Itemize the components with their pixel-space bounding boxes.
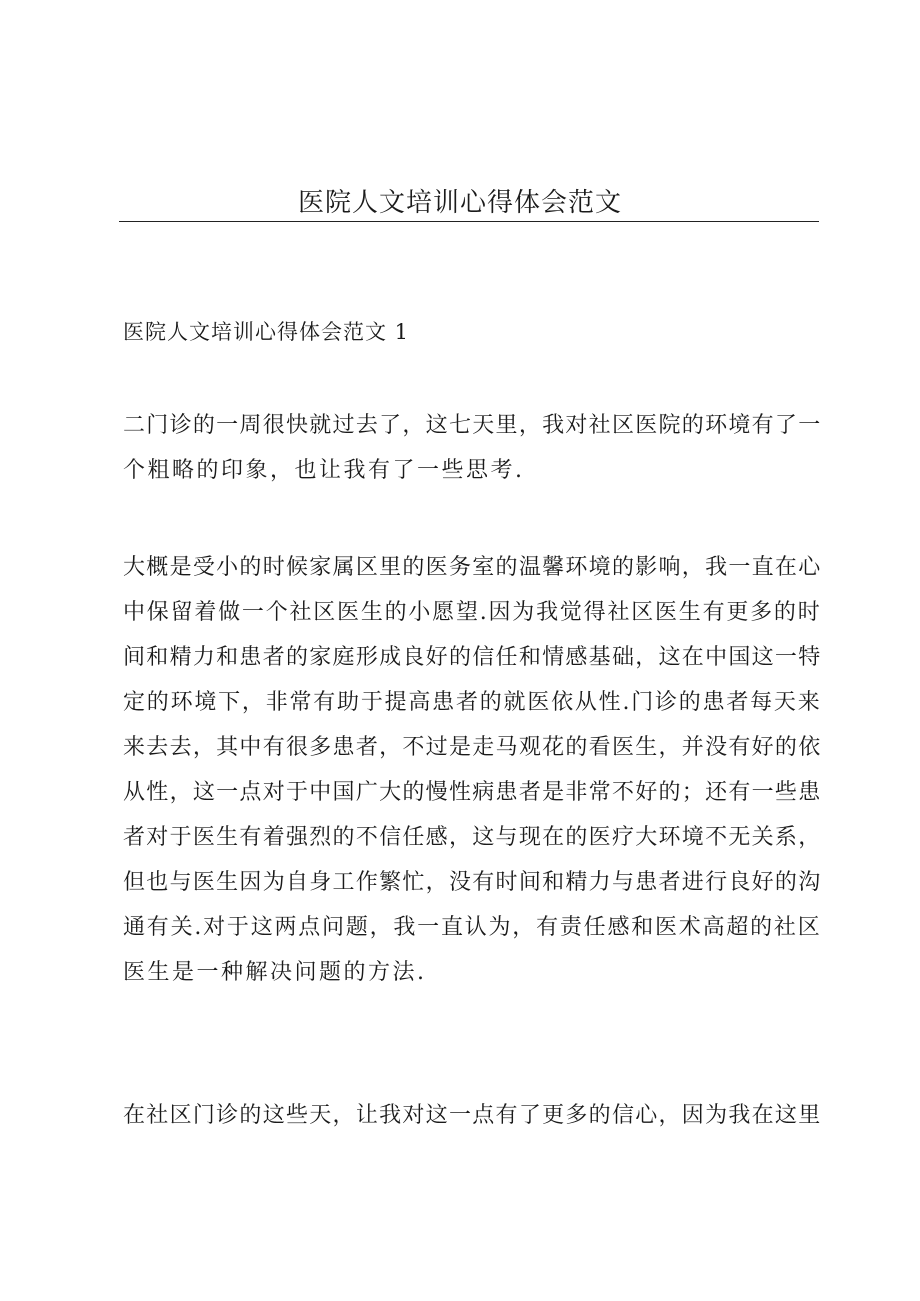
paragraph-line: 间和精力和患者的家庭形成良好的信任和情感基础，这在中国这一特 — [123, 645, 822, 670]
paragraph-line: 通有关.对于这两点问题，我一直认为，有责任感和医术高超的社区 — [123, 915, 822, 940]
document-title: 医院人文培训心得体会范文 — [297, 188, 622, 218]
paragraph-line: 从性，这一点对于中国广大的慢性病患者是非常不好的；还有一些患 — [123, 780, 822, 805]
paragraph-line: 二门诊的一周很快就过去了，这七天里，我对社区医院的环境有了一 — [123, 413, 822, 438]
paragraph-line: 个粗略的印象，也让我有了一些思考. — [123, 458, 525, 483]
paragraph-line: 者对于医生有着强烈的不信任感，这与现在的医疗大环境不无关系， — [123, 825, 822, 850]
title-underline — [119, 221, 819, 222]
paragraph-line: 中保留着做一个社区医生的小愿望.因为我觉得社区医生有更多的时 — [123, 600, 822, 625]
paragraph-line: 但也与医生因为自身工作繁忙，没有时间和精力与患者进行良好的沟 — [123, 870, 822, 895]
paragraph-3 — [123, 1093, 823, 1138]
paragraph-line: 大概是受小的时候家属区里的医务室的温馨环境的影响，我一直在心 — [123, 555, 822, 580]
paragraph-2 — [123, 545, 823, 995]
paragraph-line: 来去去，其中有很多患者，不过是走马观花的看医生，并没有好的依 — [123, 735, 822, 760]
paragraph-line: 定的环境下，非常有助于提高患者的就医依从性.门诊的患者每天来 — [123, 690, 822, 715]
section-heading: 医院人文培训心得体会范文 1 — [123, 320, 410, 344]
paragraph-1 — [123, 403, 823, 493]
paragraph-line: 在社区门诊的这些天，让我对这一点有了更多的信心，因为我在这里 — [123, 1103, 822, 1128]
paragraph-line: 医生是一种解决问题的方法. — [123, 960, 427, 985]
